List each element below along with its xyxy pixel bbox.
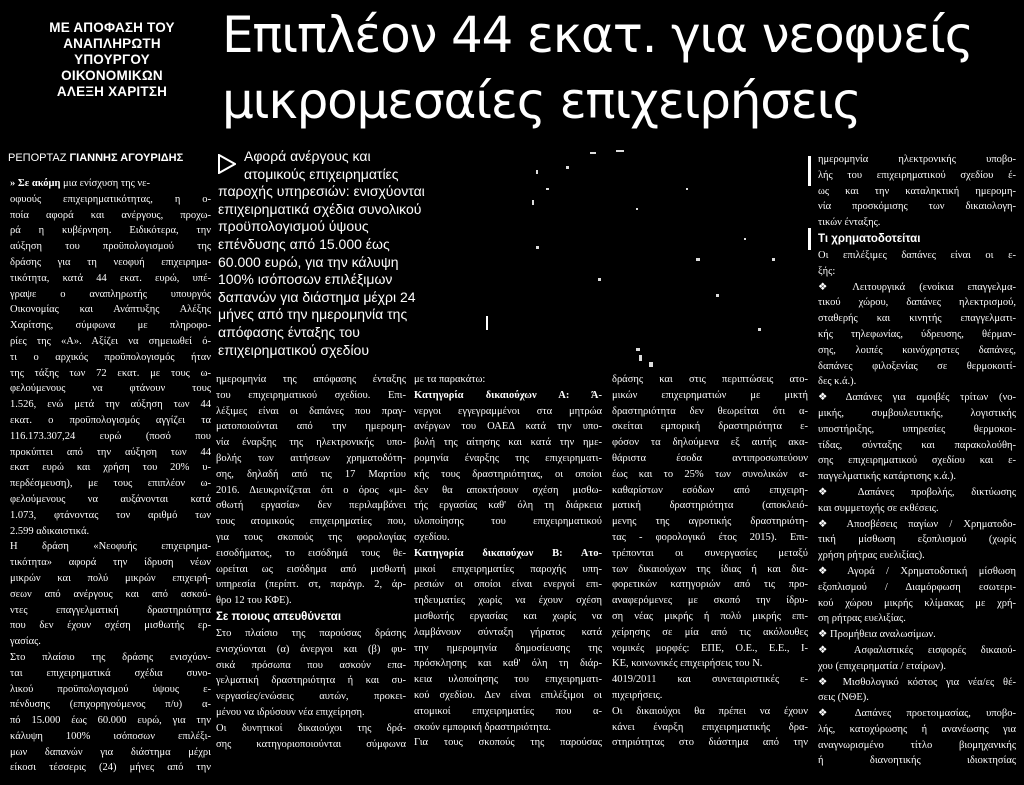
text-line: υλοποίησης του επιχειρηματικού — [414, 516, 602, 528]
text-line: αναγνωρισμένο τίτλο βιομηχανικής — [818, 739, 1016, 751]
lead-in: » Σε ακόμη — [10, 178, 61, 189]
text-line: ❖ Αγορά / Χρηματοδοτική μίσθωση — [818, 565, 1016, 577]
text-line: με τα παρακάτω: — [414, 374, 486, 385]
pull-quote-line: δαπανών για διάστημα μέχρι 24 — [218, 288, 416, 305]
kicker-line: ΥΠΟΥΡΓΟΥ — [74, 52, 150, 67]
text-line: σης, λοιπές κοινόχρηστες δαπάνες, — [818, 344, 1016, 356]
text-line: σης επιχειρηματικού σχεδίου και ε- — [818, 455, 1016, 467]
text-line: ❖ Ασφαλιστικές εισφορές δικαιού- — [818, 644, 1016, 656]
text-line: κάλυψη 100% ισόποσων επιλέξι- — [10, 730, 211, 742]
text-line: 2016. Διευκρινίζεται ότι ο όρος «μι- — [216, 484, 406, 496]
text-line: ση ρήτρας ευελιξίας. — [818, 613, 906, 625]
text-line: Κατηγορία δικαιούχων Β: Ατο- — [414, 547, 602, 559]
pull-quote-line: 60.000 ευρώ, για την κάλυψη — [218, 253, 399, 270]
text-line: τι ο αρχικός προϋπολογισμός ήταν — [10, 351, 211, 363]
text-line: Στο πλαίσιο της δράσης ενισχύον- — [10, 651, 211, 663]
text-line: οφυούς επιχειρηματικότητας, η ο- — [10, 193, 211, 205]
text-line: ρίες της «Α». Αξίζει να σημειωθεί ό- — [10, 335, 211, 347]
text-line: ❖ Δαπάνες προετοιμασίας, υποβο- — [818, 708, 1016, 720]
text-line: θάριστα έσοδα αντιπροσωπεύουν — [612, 452, 808, 464]
column-4 — [612, 372, 808, 751]
pull-quote — [218, 148, 484, 359]
pull-quote-line: ατομικούς επιχειρηματίες — [244, 165, 399, 182]
text-line: σεις (ΝΘΕ). — [818, 692, 869, 704]
text-line: βολή της αίτησης και κατά την ημε- — [414, 437, 602, 449]
text-line: 1.073, φτάνοντας τον αριθμό των — [10, 509, 211, 521]
text-line: 116.173.307,24 ευρώ (ποσό που — [10, 430, 211, 442]
text-line: ται επιχειρηματικά σχέδια συνο- — [10, 667, 211, 679]
text-line: ❖ Μισθολογικό κόστος για νέα/ες θέ- — [818, 676, 1016, 688]
text-line: κεια υλοποίησης του επιχειρηματι- — [414, 674, 602, 686]
text-line: τικού χώρου, δαπάνες ηλεκτρισμού, — [818, 297, 1016, 309]
text-line: δραστηριότητα δεν θεωρείται ότι α- — [612, 405, 808, 417]
text-line: τικότητα» αφορά την ίδρυση νέων — [10, 557, 211, 569]
text-line: εκατ ευρώ και χρήση του 20% υ- — [10, 462, 211, 474]
text-line: ενισχύονται (α) άνεργοι και (β) φυ- — [216, 643, 406, 655]
text-line: νεργασίες/ενώσεις αυτών, προκει- — [216, 691, 406, 703]
text-line: γασίας. — [10, 636, 41, 648]
text-line: δράσης για τη νεοφυή επιχειρημα- — [10, 256, 211, 268]
pull-quote-line: επιχειρηματικού σχεδίου — [218, 341, 369, 358]
text-line: Στο πλαίσιο της παρούσας δράσης — [216, 627, 406, 639]
text-line: μένου να ιδρύσουν νέα επιχείρηση. — [216, 706, 365, 718]
text-line: ντες επαγγελματική δραστηριότητα — [10, 604, 211, 616]
text-line: ρά η κυβέρνηση. Ειδικότερα, την — [10, 225, 211, 237]
text-line: μισθωτής εργασίας και χωρίς να — [414, 610, 602, 622]
text-line: τηδευματίες χωρίς να έχουν σχέση — [414, 595, 602, 607]
text-line: πρόσκλησης και καθ' όλη τη διάρ- — [414, 658, 602, 670]
text-line: μικρών και πολύ μικρών επιχειρή- — [10, 572, 211, 584]
text-line: του επιχειρηματικού σχεδίου. Επι- — [216, 389, 406, 401]
text-line: μικών επιχειρηματιών με μικτή — [612, 389, 808, 401]
column-3 — [414, 372, 602, 751]
text-line: κάνει έναρξη επιχειρηματικής δρα- — [612, 721, 808, 733]
text-line: βολής των αιτήσεων χρηματοδότη- — [216, 452, 406, 464]
text-line: ατομικοί επιχειρηματίες που α- — [414, 705, 602, 717]
text-line: ❖ Αποσβέσεις παγίων / Χρηματοδο- — [818, 518, 1016, 530]
text-line: τας - φορολογικό έτος 2015). Επι- — [612, 531, 808, 543]
text-line: σταθερής και κινητής επαγγελματι- — [818, 313, 1016, 325]
column-2 — [216, 372, 406, 752]
text-line: σκούν εμπορική δραστηριότητα. — [414, 721, 552, 733]
text-line: τική μίσθωση εξοπλισμού (χωρίς — [818, 534, 1016, 546]
text-line: ❖ Προμήθεια αναλωσίμων. — [818, 629, 936, 641]
section-subhead: Τι χρηματοδοτείται — [818, 232, 921, 245]
text-line: μων δαπανών για διάστημα μέχρι — [10, 746, 211, 758]
headline-line-2: μικρομεσαίες επιχειρήσεις — [222, 72, 861, 130]
text-line: περδέσμευση), με τους επιπλέον ω- — [10, 478, 211, 490]
byline-label: ΡΕΠΟΡΤΑΖ — [8, 152, 67, 164]
text-line: χρήση ρήτρας ευελιξίας). — [818, 550, 925, 562]
text-line: σκείται εμπορική δραστηριότητα ε- — [612, 421, 808, 433]
kicker-line: ΜΕ ΑΠΟΦΑΣΗ ΤΟΥ — [49, 20, 175, 35]
text-line: για τους σκοπούς της φορολογίας — [216, 531, 406, 543]
text-line: λής του επιχειρηματικού σχεδίου έ- — [818, 169, 1016, 181]
text-line: μικοί επιχειρηματίες παροχής υπη- — [414, 563, 602, 575]
text-line: μικής, συμβουλευτικής, λογιστικής — [818, 407, 1016, 419]
text-line: φελούμενους να φτάνουν τους — [10, 383, 211, 395]
text-line: δες κ.ά.). — [818, 376, 857, 388]
text-line: πό 15.000 έως 60.000 ευρώ, για την — [10, 715, 211, 727]
text-line: τής εργασίας καθ' όλη τη διάρκεια — [414, 500, 602, 512]
text-line: δράσης και στις περιπτώσεις ατο- — [612, 374, 808, 385]
text-line: κής τους δραστηριότητας, οι οποίοι — [414, 468, 602, 480]
text-line — [10, 176, 211, 192]
pull-quote-line: προϋπολογισμού ύψους — [218, 218, 369, 235]
text-line: κού χώρου μικρής κλίμακας με χρή- — [818, 597, 1016, 609]
byline-author: ΓΙΑΝΝΗΣ ΑΓΟΥΡΙΔΗΣ — [69, 152, 184, 164]
text-line: 1.526, ενώ μετά την αύξηση των 44 — [10, 399, 211, 411]
text-line: ή διανοητικής ιδιοκτησίας — [818, 755, 1016, 767]
text-line: Για τους σκοπούς της παρούσας — [414, 737, 602, 749]
text-line: της τάξης των 72 εκατ. με τους ω- — [10, 367, 211, 379]
article-photo — [486, 148, 812, 370]
text-line: ❖ Λειτουργικά (ενοίκια επαγγελμα- — [818, 281, 1016, 293]
text-line: εκατ. ο προϋπολογισμός αγγίζει τα — [10, 414, 211, 426]
text-line: ημερομηνία της απόφασης ένταξης — [216, 374, 406, 385]
text-line: Οι δικαιούχοι θα πρέπει να έχουν — [612, 705, 808, 717]
text-line: προκύπτει από την αύξηση των 44 — [10, 446, 211, 458]
text-line: ❖ Δαπάνες προβολής, δικτύωσης — [818, 486, 1016, 498]
text-line: νομικές μορφές: ΕΠΕ, Ο.Ε., Ε.Ε., Ι- — [612, 642, 808, 654]
headline — [222, 2, 1022, 134]
text-line: γραψε ο αναπληρωτής υπουργός — [10, 288, 211, 300]
text-line: λής, κατοχύρωσης ή ανανέωσης για — [818, 723, 1016, 735]
text-line: στηριότητας στο διάστημα από την — [612, 737, 808, 749]
text-line: νία έναρξης της ηλεκτρονικής υπο- — [216, 437, 406, 449]
text-line: ρομηνία έναρξης της επιχειρηματι- — [414, 452, 602, 464]
lead-rest: μια ενίσχυση της νε- — [63, 178, 151, 189]
text-line: χου (επιχειρηματία / εταίρων). — [818, 660, 946, 672]
text-line: Η δράση «Νεοφυής επιχειρημα- — [10, 541, 211, 553]
column-5 — [818, 152, 1016, 769]
pull-quote-line: Αφορά ανέργους και — [244, 148, 371, 164]
text-line: φελούμενους να αυξάνονται κατά — [10, 493, 211, 505]
text-line: δεν θα αποκτήσουν σχέση μισθω- — [414, 484, 602, 496]
text-line: τικότητα, κατά 44 εκατ. ευρώ, υπέ- — [10, 272, 211, 284]
kicker-line: ΑΝΑΠΛΗΡΩΤΗ — [63, 36, 161, 51]
text-line: νία προσκόμισης των δικαιολογη- — [818, 201, 1016, 213]
pull-quote-line: απόφασης ένταξης του — [218, 323, 360, 340]
text-line: ματοποιούνται από την ημερομη- — [216, 421, 406, 433]
text-line: υποστήριξης, υπηρεσίες θερμοκοι- — [818, 423, 1016, 435]
text-line: Οι επιλέξιμες δαπάνες είναι οι ε- — [818, 249, 1016, 261]
pull-quote-line: 100% ισόποσων επιλέξιμων — [218, 271, 393, 288]
text-line: και συμμετοχής σε εκθέσεις. — [818, 502, 939, 514]
text-line: σης κατηγοριοποιούνται σύμφωνα — [216, 738, 406, 750]
text-line: λαμβάνουν σύνταξη γήρατος κατά — [414, 626, 602, 638]
text-line: κής τηλεφωνίας, ύδρευσης, θέρμαν- — [818, 328, 1016, 340]
text-line: είκοσι τέσσερις (24) μήνες από την — [10, 762, 211, 774]
pull-quote-line: επιχειρηματικά σχέδια συνολικού — [218, 200, 422, 217]
text-line: πιχειρήσεις. — [612, 689, 663, 701]
text-line: ποία αφορά και ανέργους, προχω- — [10, 209, 211, 221]
play-triangle-icon — [218, 154, 236, 174]
text-line: σεων από ανέργους και από ασκού- — [10, 588, 211, 600]
pull-quote-line: μήνες από την ημερομηνία της — [218, 306, 408, 323]
text-line: ημερομηνία ηλεκτρονικής υποβο- — [818, 154, 1016, 165]
text-line: σης, δηλαδή από τις 17 Μαρτίου — [216, 468, 406, 480]
text-line: τρέπονται οι συνεργασίες μεταξύ — [612, 547, 808, 559]
text-line: τίδας, σύνταξης και παρακολούθη- — [818, 439, 1016, 451]
section-subhead: Σε ποιους απευθύνεται — [216, 610, 342, 623]
text-line: Οι δυνητικοί δικαιούχοι της δρά- — [216, 722, 406, 734]
text-line: δαπάνες φιλοξενίας σε θερμοκοιτί- — [818, 360, 1016, 372]
pull-quote-line: επένδυσης από 15.000 έως — [218, 235, 390, 252]
text-line: των δικαιούχων της ίδιας ή και δια- — [612, 563, 808, 575]
text-line: αναφερόμενες με σκοπό την ίδρυ- — [612, 595, 808, 607]
text-line: τικών ένταξης. — [818, 217, 881, 229]
text-line: κού σχεδίου. Δεν είναι επιλέξιμοι οι — [414, 689, 602, 701]
headline-line-1: Επιπλέον 44 εκατ. για νεοφυείς — [222, 6, 973, 64]
text-line: 2.599 αδικαιστικά. — [10, 525, 90, 537]
text-line: παγγελματικής κατάρτισης κ.ά.). — [818, 471, 956, 483]
text-line: που δεν έχουν σχέση μισθωτής ερ- — [10, 620, 211, 632]
text-line: ματική δραστηριότητα (αποκλειό- — [612, 500, 808, 512]
text-line: σχεδίου. — [414, 531, 450, 543]
text-line: καθαρίστων εσόδων από επιχειρη- — [612, 484, 808, 496]
text-line: σθωτή εργασία» δεν περιλαμβάνει — [216, 500, 406, 512]
text-line: νεργοι εγγεγραμμένοι στα μητρώα — [414, 405, 602, 417]
text-line: την ημερομηνία δημοσίευσης της — [414, 642, 602, 654]
text-line: ❖ Δαπάνες για αμοιβές τρίτων (νο- — [818, 392, 1016, 404]
text-line: λέξιμες είναι οι δαπάνες που πραγ- — [216, 405, 406, 417]
kicker-line: ΟΙΚΟΝΟΜΙΚΩΝ — [61, 68, 163, 83]
text-line: λικού προϋπολογισμού ύψους ε- — [10, 683, 211, 695]
text-line: Κατηγορία δικαιούχων Α: Ά- — [414, 389, 602, 401]
text-line: ρεσιών οι οποίοι είναι ενεργοί επι- — [414, 579, 602, 591]
text-line: αύξηση του προϋπολογισμού της — [10, 241, 211, 253]
text-line: φόσον τα δηλούμενα εξ αυτής ακα- — [612, 437, 808, 449]
text-line: υπηρεσία (περίπτ. στ, παράγρ. 2, άρ- — [216, 579, 406, 591]
text-line: ξής: — [818, 265, 836, 277]
text-line: σικά πρόσωπα που ασκούν επα- — [216, 659, 406, 671]
text-line: θρο 12 του ΚΦΕ). — [216, 595, 292, 607]
text-line: ως και την καταληκτική ημερομη- — [818, 185, 1016, 197]
text-line: Οικονομίας και Ανάπτυξης Αλέξης — [10, 304, 211, 316]
pull-quote-line: παροχής υπηρεσιών: ενισχύονται — [218, 183, 425, 200]
kicker — [22, 20, 202, 100]
byline — [8, 152, 213, 165]
text-line: εξοπλισμού / Διαμόρφωση εσωτερι- — [818, 581, 1016, 593]
text-line: ση νέας μικρής ή πολύ μικρής επι- — [612, 610, 808, 622]
text-line: γελματική δραστηριότητα ή και συ- — [216, 675, 406, 687]
text-line: ωρείται ως εισόδημα από μισθωτή — [216, 563, 406, 575]
text-line: 4019/2011 και συνεταιριστικές ε- — [612, 674, 808, 686]
text-line: έως και το 25% των συνολικών α- — [612, 468, 808, 480]
text-line: ανέργων του ΟΑΕΔ κατά την υπο- — [414, 421, 602, 433]
text-line: χείρησης σε μία από τις ακόλουθες — [612, 626, 808, 638]
text-line: Χαρίτσης, σύμφωνα με πληροφο- — [10, 320, 211, 332]
kicker-line: ΑΛΕΞΗ ΧΑΡΙΤΣΗ — [56, 84, 168, 99]
text-line: ΚΕ, κοινωνικές επιχειρήσεις του Ν. — [612, 658, 763, 670]
text-line: φορετικών κατηγοριών από τις προ- — [612, 579, 808, 591]
text-line: εισοδήματος, το εισόδημά τους θε- — [216, 547, 406, 559]
text-line: μενης της αγροτικής δραστηριότη- — [612, 516, 808, 528]
text-line: τους ατομικούς επιχειρηματίες που, — [216, 516, 406, 528]
text-line: πένδυσης (επιχορηγούμενος π/υ) α- — [10, 699, 211, 711]
column-1 — [10, 176, 211, 776]
